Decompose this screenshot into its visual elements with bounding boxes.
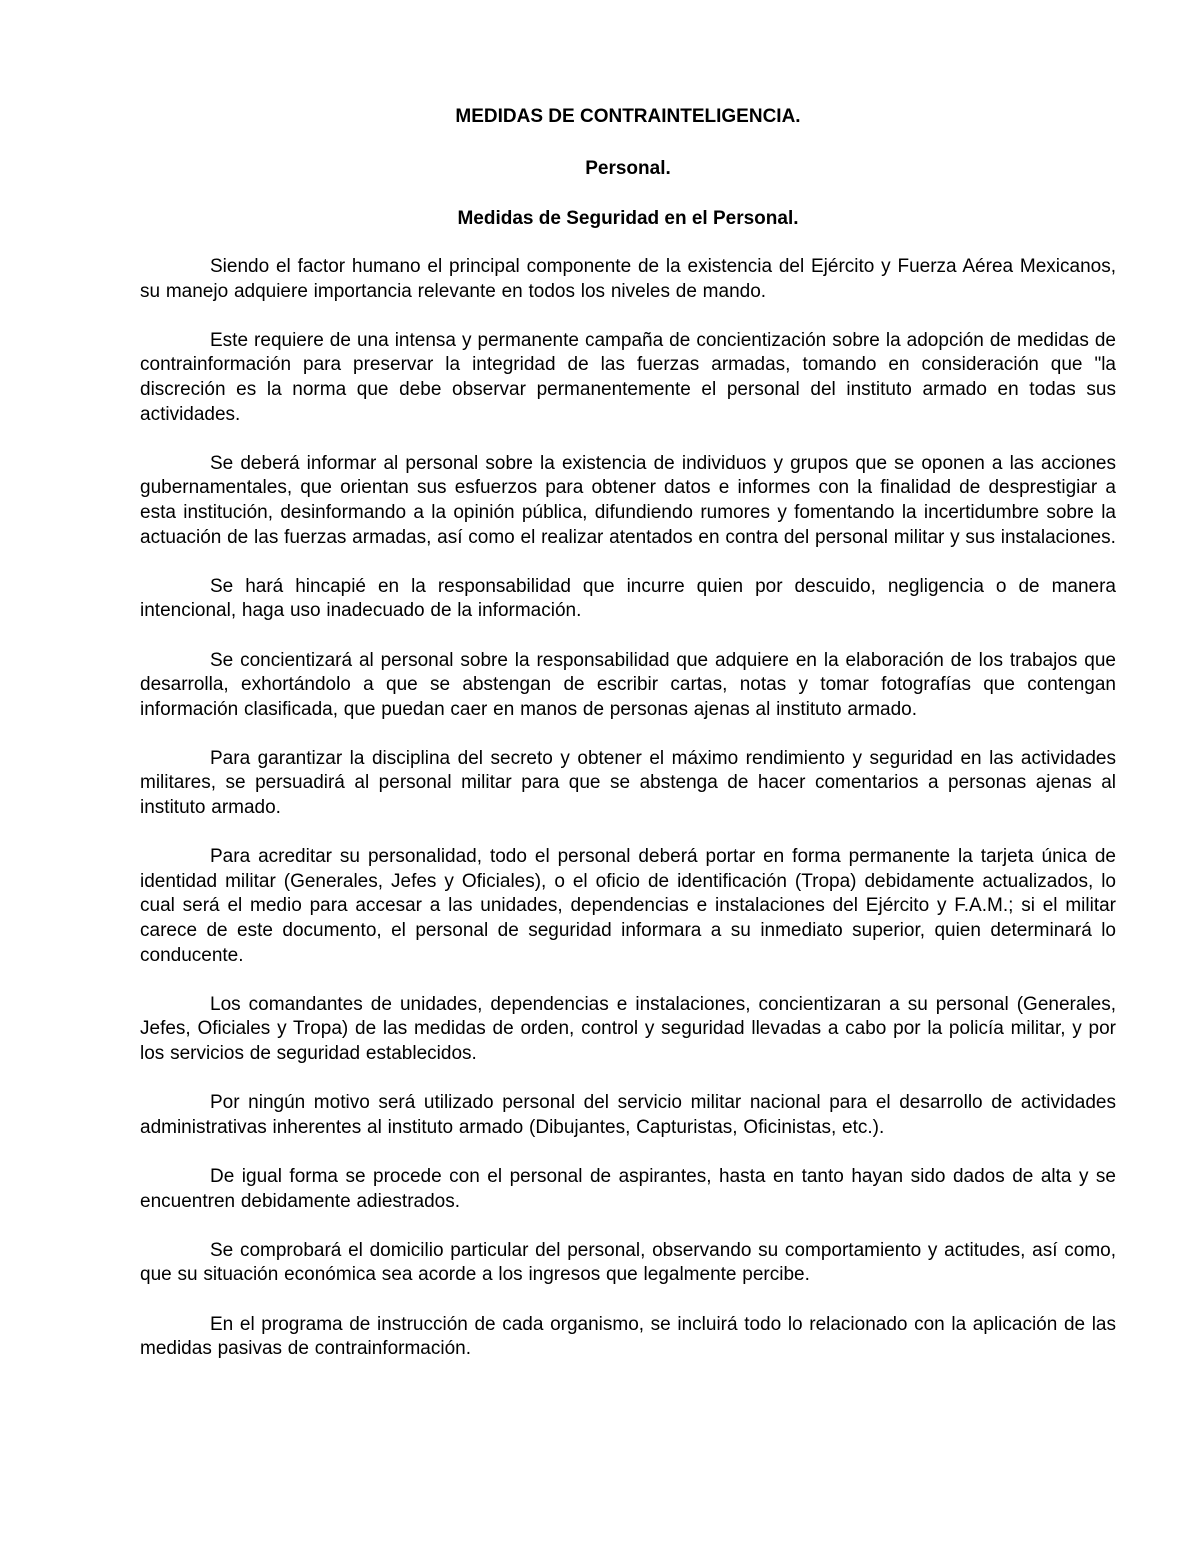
paragraph-8: Los comandantes de unidades, dependencias e instalaciones, concientizaran a su personal (Generales, Jefes, Oficiales y Tropa) de las medidas de orden, control y seguridad llevadas a cabo por la policía militar, y por los servicios de seguridad establecidos. (140, 993, 1116, 1064)
section-title: Medidas de Seguridad en el Personal. (457, 208, 799, 229)
paragraph-5: Se concientizará al personal sobre la responsabilidad que adquiere en la elaboración de los trabajos que desarrolla, exhortándolo a que se abstengan de escribir cartas, notas y tomar fotografías que contengan información clasificada, que puedan caer en manos de personas ajenas al instituto armado. (140, 649, 1116, 720)
paragraph-7: Para acreditar su personalidad, todo el personal deberá portar en forma permanente la tarjeta única de identidad militar (Generales, Jefes y Oficiales), o el oficio de identificación (Tropa) debidamente actualizados, lo cual será el medio para accesar a las unidades, dependencias e instalaciones del Ejército y F.A.M.; si el militar carece de este documento, el personal de seguridad informara a su inmediato superior, quien determinará lo conducente. (140, 846, 1116, 966)
paragraph-1: Siendo el factor humano el principal componente de la existencia del Ejército y Fuerza Aérea Mexicanos, su manejo adquiere importancia relevante en todos los niveles de mando. (140, 256, 1116, 302)
document-subtitle: Personal. (585, 158, 671, 179)
paragraph-10: De igual forma se procede con el personal de aspirantes, hasta en tanto hayan sido dados de alta y se encuentren debidamente adiestrados. (140, 1165, 1116, 1212)
paragraph-3: Se deberá informar al personal sobre la existencia de individuos y grupos que se oponen a las acciones gubernamentales, que orientan sus esfuerzos para obtener datos e informes con la finalidad de desprestigiar a esta institución, desinformando a la opinión pública, difundiendo rumores y fomentando la incertidumbre sobre la actuación de las fuerzas armadas, así como el realizar atentados en contra del personal militar y sus instalaciones. (140, 452, 1116, 548)
body-text (140, 255, 1116, 1362)
paragraph-4: Se hará hincapié en la responsabilidad que incurre quien por descuido, negligencia o de manera intencional, haga uso inadecuado de la información. (140, 575, 1116, 622)
document-title: MEDIDAS DE CONTRAINTELIGENCIA. (455, 106, 801, 127)
paragraph-12: En el programa de instrucción de cada organismo, se incluirá todo lo relacionado con la aplicación de las medidas pasivas de contrainformación. (140, 1313, 1116, 1360)
document-page (140, 100, 1116, 1386)
paragraph-9: Por ningún motivo será utilizado personal del servicio militar nacional para el desarrollo de actividades administrativas inherentes al instituto armado (Dibujantes, Capturistas, Oficinistas, etc.). (140, 1092, 1116, 1138)
paragraph-2: Este requiere de una intensa y permanente campaña de concientización sobre la adopción de medidas de contrainformación para preservar la integridad de las fuerzas armadas, tomando en consideración que "la discreción es la norma que debe observar permanentemente el personal del instituto armado en todas sus actividades. (140, 329, 1116, 425)
paragraph-6: Para garantizar la disciplina del secreto y obtener el máximo rendimiento y seguridad en las actividades militares, se persuadirá al personal militar para que se abstenga de hacer comentarios a personas ajenas al instituto armado. (140, 747, 1116, 819)
paragraph-11: Se comprobará el domicilio particular del personal, observando su comportamiento y actitudes, así como, que su situación económica sea acorde a los ingresos que legalmente percibe. (140, 1239, 1116, 1286)
